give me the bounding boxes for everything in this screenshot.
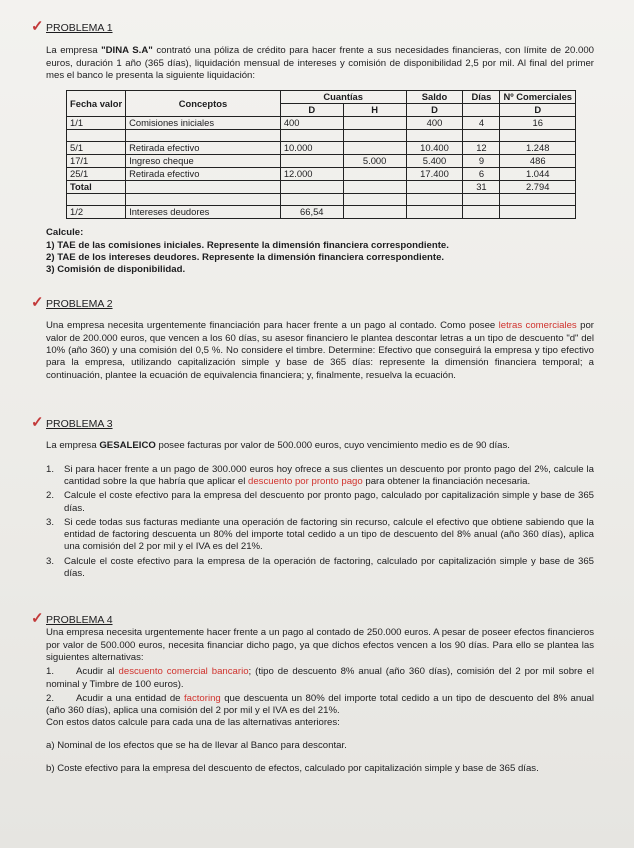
col-header-dias: Días <box>463 91 500 104</box>
liquidation-table <box>66 90 576 219</box>
question-2: 2) TAE de los intereses deudores. Represente la dimensión financiera correspondiente. <box>46 252 445 264</box>
col-header-num-d: D <box>500 104 576 117</box>
question-b: b) Coste efectivo para la empresa del descuento de efectos, calculado por capitalización simple y base de 365 días. <box>46 762 539 774</box>
table-row-total: Total 31 2.794 <box>67 181 576 194</box>
checkmark-icon: ✓ <box>31 294 44 311</box>
table-row: 17/1 Ingreso cheque 5.000 5.400 9 486 <box>67 155 576 168</box>
problem-2 <box>31 294 594 382</box>
problem-2-statement: Una empresa necesita urgentemente financiación para hacer frente a un pago al contado. Como posee letras comerciales por valor de 200.000 euros, que vencen a los 60 días, su asesor financiero le plantea descontar letras a un tipo de descuento "d" del 10% (año 360) y una comisión del 0,5 %. No considere el timbre. Determine: Efectivo que conseguirá la empresa y tipo efectivo para la empresa, utilizando capitalización simple y base de 365 días: represente la dimensión financiera temporal; a continuación, plantee la ecuación de equivalencia financiera; y, finalmente, resuelva la ecuación. <box>46 320 594 381</box>
table-row: 25/1 Retirada efectivo 12.000 17.400 6 1.044 <box>67 168 576 181</box>
checkmark-icon: ✓ <box>31 18 44 35</box>
col-header-fecha: Fecha valor <box>67 91 126 117</box>
problem-1-statement: La empresa "DINA S.A" contrató una póliza de crédito para hacer frente a sus necesidades financieras, con límite de 20.000 euros, duración 1 año (365 días), liquidación mensual de intereses y comisión de disponibilidad 2,5 por mil. Al final del primer mes el banco le presenta la siguiente liquidación: <box>46 45 594 81</box>
alternative-2: 2. Acudir a una entidad de factoring que descuenta un 80% del importe total cedido a un tipo de descuento del 8% anual (año 360 días), aplica una comisión del 2 por mil y el IVA es del 21%. <box>46 692 594 717</box>
col-header-haber: H <box>343 104 406 117</box>
problem-1-title: ✓ PROBLEMA 1 <box>31 18 113 35</box>
list-item: 2. Calcule el coste efectivo para la empresa del descuento por pronto pago, calculado por capitalización simple y base de 365 días. <box>46 490 594 514</box>
table-spacer-row <box>67 194 576 206</box>
problem-4 <box>31 610 594 775</box>
table-row: 1/2 Intereses deudores 66,54 <box>67 206 576 219</box>
col-header-saldo-d: D <box>406 104 463 117</box>
question-3: 3) Comisión de disponibilidad. <box>46 264 186 276</box>
col-header-debe: D <box>280 104 343 117</box>
question-1: 1) TAE de las comisiones iniciales. Represente la dimensión financiera correspondiente. <box>46 239 449 251</box>
col-header-dias-blank <box>463 104 500 117</box>
calcule-heading: Calcule: <box>46 227 84 239</box>
checkmark-icon: ✓ <box>31 414 44 431</box>
problem-4-ask: Con estos datos calcule para cada una de las alternativas anteriores: <box>46 717 340 729</box>
problem-3-title: ✓ PROBLEMA 3 <box>31 414 113 431</box>
table-spacer-row <box>67 130 576 142</box>
problem-2-title: ✓ PROBLEMA 2 <box>31 294 113 311</box>
company-name: GESALEICO <box>99 440 156 452</box>
problem-1 <box>31 18 594 277</box>
problem-3 <box>31 414 594 580</box>
col-header-num-comerciales: Nº Comerciales <box>500 91 576 104</box>
question-a: a) Nominal de los efectos que se ha de llevar al Banco para descontar. <box>46 739 347 751</box>
table-row: 5/1 Retirada efectivo 10.000 10.400 12 1.248 <box>67 142 576 155</box>
company-name: "DINA S.A" <box>101 45 153 57</box>
checkmark-icon: ✓ <box>31 610 44 627</box>
problem-4-statement: Una empresa necesita urgentemente hacer frente a un pago al contado de 250.000 euros. A pesar de poseer efectos financieros por valor de 500.000 euros, necesita financiar dicho pago, ya que dichos efectos vencen a los 90 días. Para ello se plantea las siguientes alternativas: <box>46 627 594 663</box>
list-item: 1. Si para hacer frente a un pago de 300.000 euros hoy ofrece a sus clientes un descuento por pronto pago del 2%, calcule la cantidad sobre la que habría que aplicar el descuento por pronto pago para obtener la financiación necesaria. <box>46 463 594 487</box>
table-row: 1/1 Comisiones iniciales 400 400 4 16 <box>67 117 576 130</box>
alternative-1: 1. Acudir al descuento comercial bancario; (tipo de descuento 8% anual (año 360 días), comisión del 2 por mil sobre el nominal y Timbre de 100 euros). <box>46 666 594 690</box>
list-item: 3. Si cede todas sus facturas mediante una operación de factoring sin recurso, calcule el efectivo que obtiene sabiendo que la entidad de factoring descuenta un 80% del importe total cedido a un tipo de descuento del 8% anual (año 360 días), aplica una comisión del 2 por mil y el IVA es del 21%. <box>46 516 594 553</box>
col-header-cuantias: Cuantías <box>280 91 406 104</box>
col-header-conceptos: Conceptos <box>126 91 281 117</box>
list-item: 3. Calcule el coste efectivo para la empresa de la operación de factoring, calculado por capitalización simple y base de 365 días. <box>46 555 594 579</box>
problem-4-title: ✓ PROBLEMA 4 <box>31 610 113 627</box>
col-header-saldo: Saldo <box>406 91 463 104</box>
problem-3-statement: La empresa GESALEICO posee facturas por valor de 500.000 euros, cuyo vencimiento medio es de 90 días. <box>46 440 510 452</box>
